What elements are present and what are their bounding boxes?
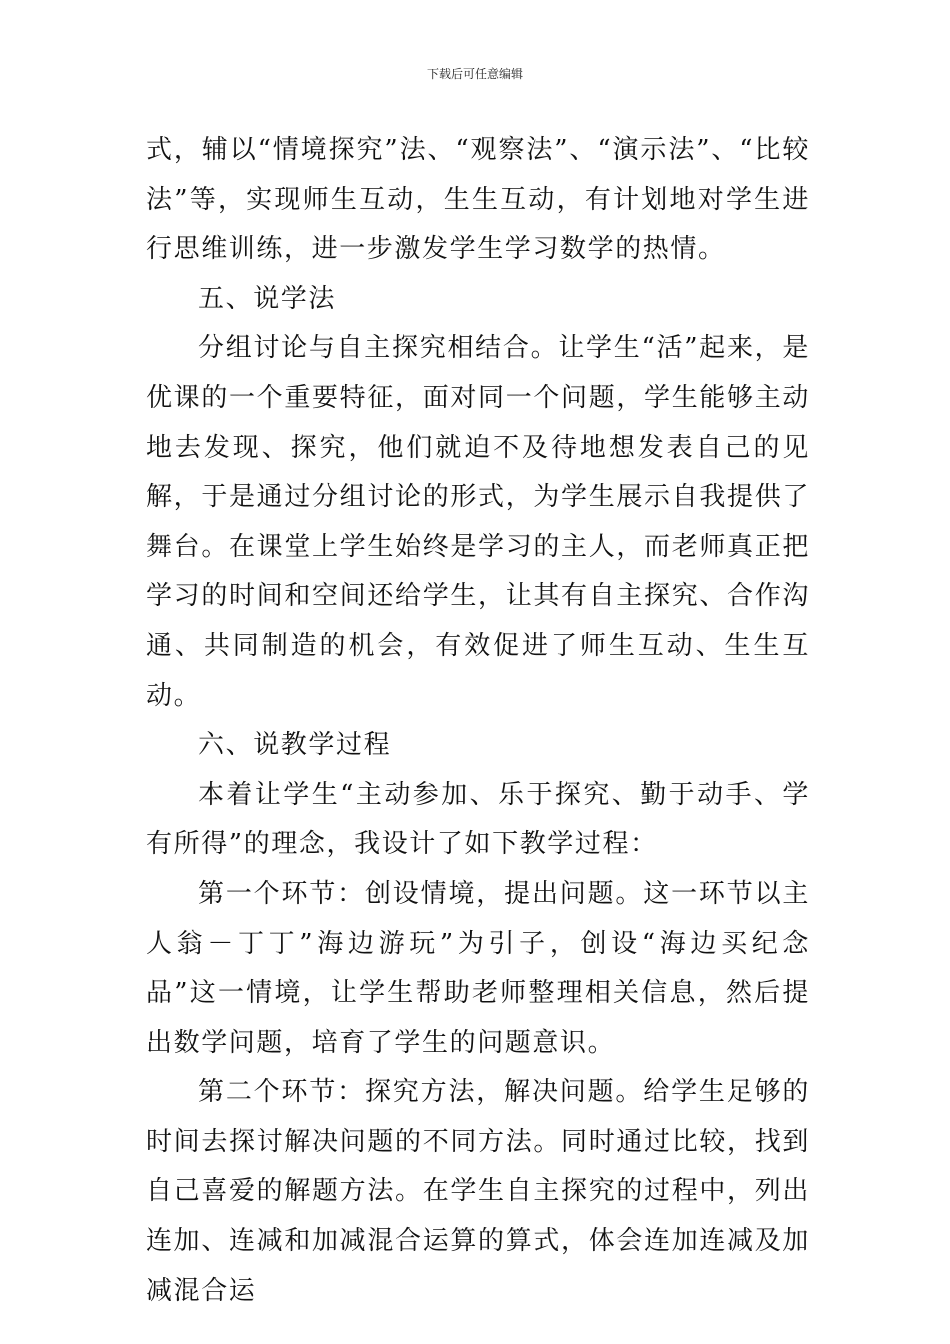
page-header-note: 下载后可任意编辑 — [426, 67, 523, 81]
paragraph-teaching-process-intro: 本着让学生“主动参加、乐于探究、勤于动手、学有所得”的理念，我设计了如下教学过程： — [146, 779, 810, 860]
section-heading-teaching-process: 六、说教学过程 — [198, 730, 392, 761]
section-heading-study-methods: 五、说学法 — [198, 283, 337, 314]
paragraph-continuation: 式，辅以“情境探究”法、“观察法”、“演示法”、“比较法”等，实现师生互动，生生互动，有计划地对学生进行思维训练，进一步激发学生学习数学的热情。 — [146, 135, 810, 265]
document-body — [146, 126, 810, 1316]
paragraph-step-two: 第二个环节：探究方法，解决问题。给学生足够的时间去探讨解决问题的不同方法。同时通过比较，找到自己喜爱的解题方法。在学生自主探究的过程中，列出连加、连减和加减混合运算的算式，体会连加连减及加减混合运 — [146, 1077, 810, 1306]
paragraph-study-methods: 分组讨论与自主探究相结合。让学生“活”起来，是优课的一个重要特征，面对同一个问题，学生能够主动地去发现、探究，他们就迫不及待地想发表自己的见解，于是通过分组讨论的形式，为学生展示自我提供了舞台。在课堂上学生始终是学习的主人，而老师真正把学习的时间和空间还给学生，让其有自主探究、合作沟通、共同制造的机会，有效促进了师生互动、生生互动。 — [146, 333, 810, 711]
paragraph-step-one: 第一个环节：创设情境，提出问题。这一环节以主人翁－丁丁”海边游玩”为引子，创设“海边买纪念品”这一情境，让学生帮助老师整理相关信息，然后提出数学问题，培育了学生的问题意识。 — [146, 878, 810, 1058]
